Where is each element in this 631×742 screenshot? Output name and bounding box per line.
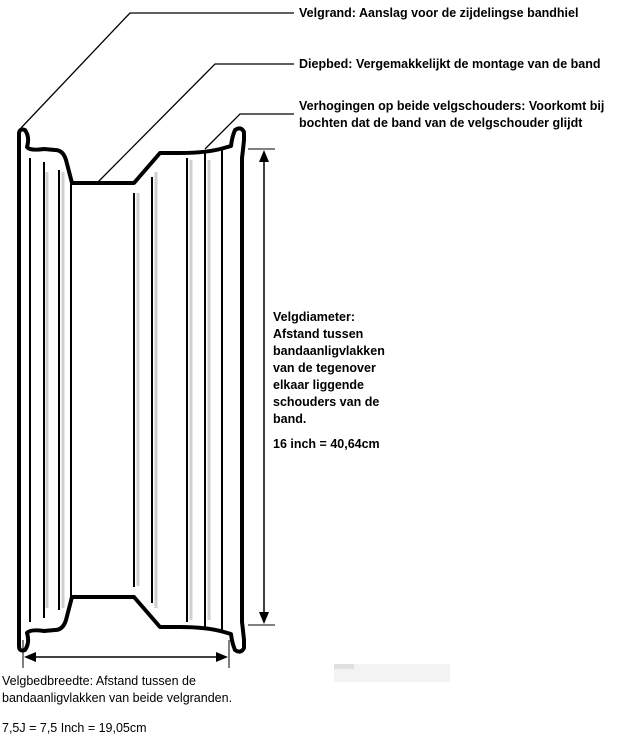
label-velgrand: Velgrand: Aanslag voor de zijdelingse bandhiel (299, 6, 579, 20)
label-verhogingen (299, 98, 604, 132)
leader-line-verhogingen (205, 114, 294, 149)
faint-artifact (334, 664, 354, 669)
leader-line-velgrand (21, 13, 294, 128)
width-dimension-arrow (23, 640, 229, 668)
velgdiameter-line: elkaar liggende (273, 378, 365, 392)
velgdiameter-line: van de tegenover (273, 361, 376, 375)
label-velgbedbreedte-value: 7,5J = 7,5 Inch = 19,05cm (2, 721, 147, 735)
velgdiameter-line: Afstand tussen (273, 327, 364, 341)
label-velgdiameter (273, 309, 385, 428)
label-velgbedbreedte (2, 673, 232, 707)
velgdiameter-line: bandaanligvlakken (273, 344, 385, 358)
label-diepbed: Diepbed: Vergemakkelijkt de montage van de band (299, 57, 601, 71)
label-velgdiameter-value: 16 inch = 40,64cm (273, 437, 380, 451)
label-verhogingen-line-1: Verhogingen op beide velgschouders: Voorkomt bij (299, 99, 605, 113)
velgbedbreedte-line-1: Velgbedbreedte: Afstand tussen de (2, 674, 196, 688)
diameter-dimension-arrow (248, 149, 275, 625)
velgdiameter-line: Velgdiameter: (273, 310, 355, 324)
velgdiameter-line: schouders van de (273, 395, 380, 409)
velgbedbreedte-line-2: bandaanligvlakken van beide velgranden. (2, 691, 233, 705)
velgdiameter-line: band. (273, 412, 307, 426)
rim-inner-lines (30, 150, 222, 630)
label-verhogingen-line-2: bochten dat de band van de velgschouder glijdt (299, 116, 583, 130)
